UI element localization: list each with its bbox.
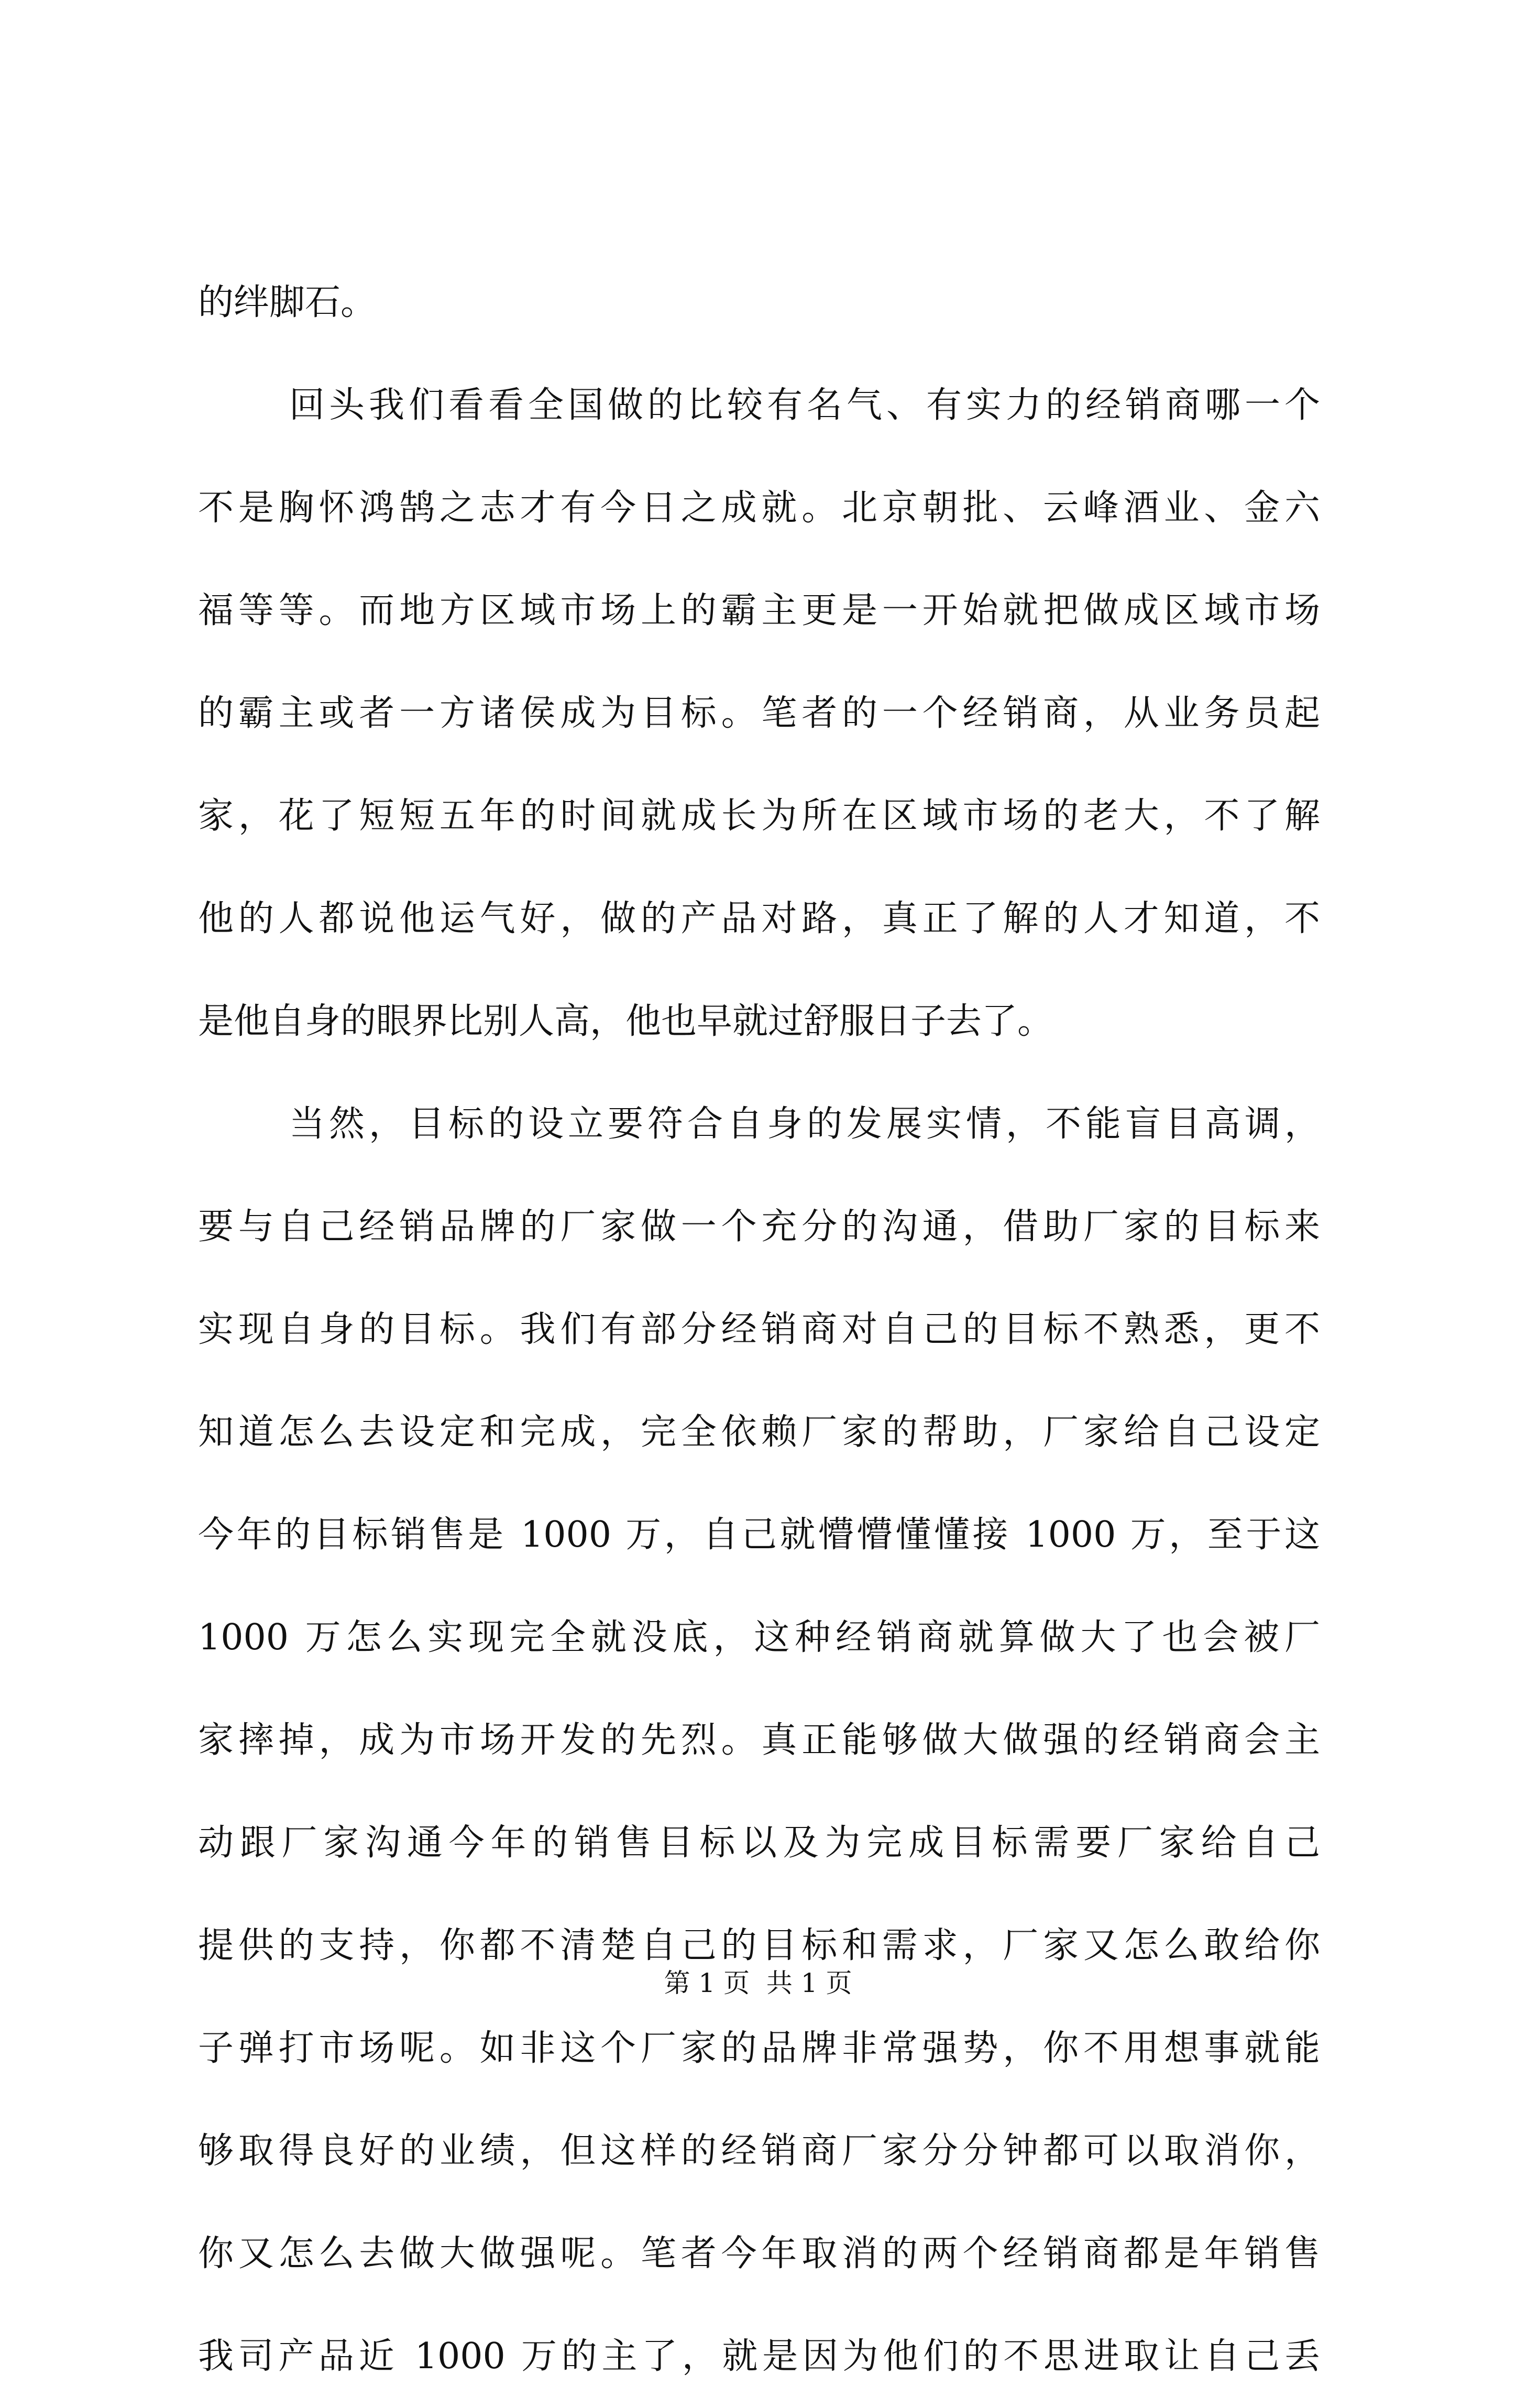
text-line: 当然，目标的设立要符合自身的发展实情，不能盲目高调， bbox=[289, 1103, 1320, 1145]
text-line: 动跟厂家沟通今年的销售目标以及为完成目标需要厂家给自己 bbox=[198, 1822, 1320, 1864]
text-line: 知道怎么去设定和完成，完全依赖厂家的帮助，厂家给自己设定 bbox=[198, 1411, 1320, 1453]
text-line: 实现自身的目标。我们有部分经销商对自己的目标不熟悉，更不 bbox=[198, 1309, 1320, 1350]
body-text bbox=[198, 251, 1320, 2408]
paragraph bbox=[198, 354, 1320, 1073]
text-line: 今年的目标销售是 1000 万，自己就懵懵懂懂接 1000 万，至于这 bbox=[198, 1514, 1320, 1556]
text-line: 家摔掉，成为市场开发的先烈。真正能够做大做强的经销商会主 bbox=[198, 1720, 1320, 1761]
paragraph bbox=[198, 251, 1320, 354]
text-line: 不是胸怀鸿鹄之志才有今日之成就。北京朝批、云峰酒业、金六 bbox=[198, 487, 1320, 529]
text-line: 要与自己经销品牌的厂家做一个充分的沟通，借助厂家的目标来 bbox=[198, 1206, 1320, 1247]
text-line: 的霸主或者一方诸侯成为目标。笔者的一个经销商，从业务员起 bbox=[198, 693, 1320, 734]
text-line: 子弹打市场呢。如非这个厂家的品牌非常强势，你不用想事就能 bbox=[198, 2028, 1320, 2069]
text-line: 我司产品近 1000 万的主了，就是因为他们的不思进取让自己丢 bbox=[198, 2336, 1320, 2377]
paragraph bbox=[198, 1073, 1320, 2408]
text-line: 是他自身的眼界比别人高，他也早就过舒服日子去了。 bbox=[198, 1001, 1053, 1042]
text-line: 你又怎么去做大做强呢。笔者今年取消的两个经销商都是年销售 bbox=[198, 2233, 1320, 2274]
text-line: 回头我们看看全国做的比较有名气、有实力的经销商哪一个 bbox=[289, 385, 1320, 426]
text-line: 福等等。而地方区域市场上的霸主更是一开始就把做成区域市场 bbox=[198, 590, 1320, 631]
text-line: 他的人都说他运气好，做的产品对路，真正了解的人才知道，不 bbox=[198, 898, 1320, 939]
text-line: 1000 万怎么实现完全就没底，这种经销商就算做大了也会被厂 bbox=[198, 1617, 1320, 1658]
page-footer: 第 1 页 共 1 页 bbox=[664, 1968, 852, 1998]
text-line: 提供的支持，你都不清楚自己的目标和需求，厂家又怎么敢给你 bbox=[198, 1925, 1320, 1966]
text-line: 的绊脚石。 bbox=[198, 282, 377, 323]
text-line: 够取得良好的业绩，但这样的经销商厂家分分钟都可以取消你， bbox=[198, 2130, 1320, 2172]
text-line: 家，花了短短五年的时间就成长为所在区域市场的老大，不了解 bbox=[198, 795, 1320, 837]
